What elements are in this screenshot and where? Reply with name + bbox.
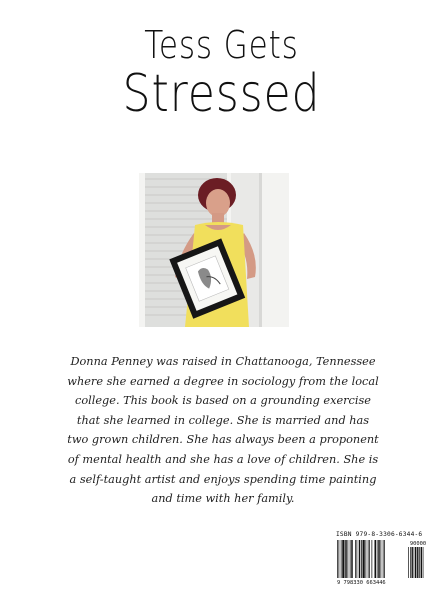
barcode-addon-digits: 90000 xyxy=(409,541,427,547)
author-bio-line: of mental health and she has a love of children. She is xyxy=(67,452,379,466)
author-bio-line: Donna Penney was raised in Chattanooga, Tennessee xyxy=(70,355,376,368)
author-bio xyxy=(58,352,388,509)
book-title-line-2: Stressed xyxy=(122,64,321,124)
book-title-line-1: Tess Gets xyxy=(144,23,299,67)
barcode-bars xyxy=(334,540,427,580)
author-bio-line: that she learned in college. She is married and has xyxy=(76,413,370,427)
barcode-digits: 9 798330 663446 xyxy=(337,580,386,586)
author-photo-illustration xyxy=(139,173,289,327)
author-bio-line: college. This book is based on a grounding exercise xyxy=(75,394,371,408)
isbn-label: ISBN 979-8-3306-6344-6 xyxy=(336,531,423,538)
author-bio-line: two grown children. She has always been a proponent xyxy=(67,433,379,447)
author-bio-line: a self-taught artist and enjoys spending time painting xyxy=(69,472,377,486)
author-bio-line: where she earned a degree in sociology from the local xyxy=(67,374,379,388)
author-photo xyxy=(139,173,289,327)
isbn-barcode xyxy=(334,531,427,589)
author-bio-line: and time with her family. xyxy=(151,492,295,506)
